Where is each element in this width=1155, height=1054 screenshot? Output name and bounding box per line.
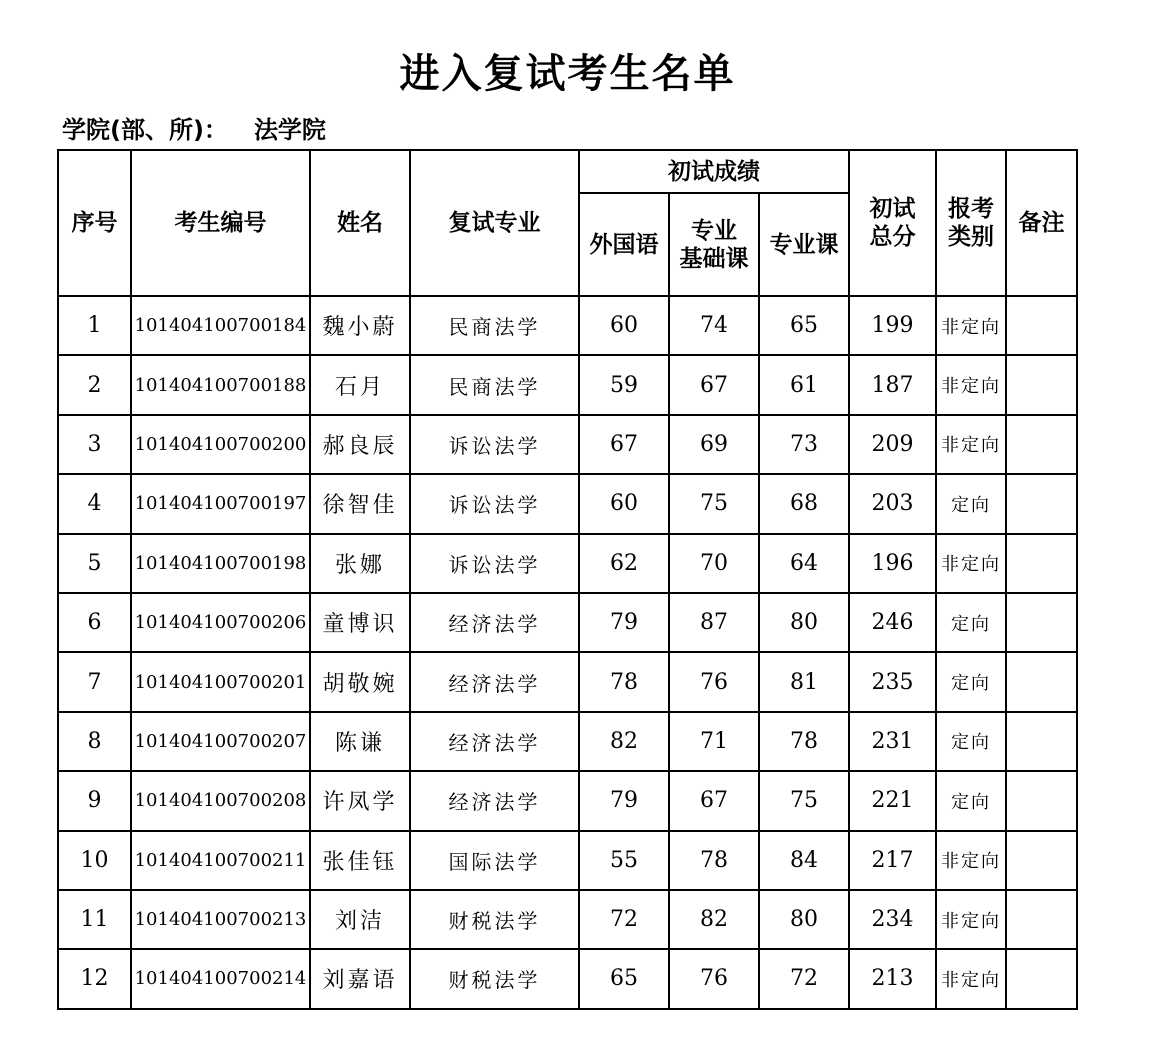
cell-exam-id: 101404100700208	[131, 771, 310, 830]
cell-category: 非定向	[936, 949, 1006, 1008]
cell-exam-id: 101404100700211	[131, 831, 310, 890]
cell-name: 石月	[310, 355, 410, 414]
cell-total: 209	[849, 415, 936, 474]
cell-basic-course: 75	[669, 474, 759, 533]
table-row	[58, 890, 1077, 949]
header-category-line1: 报考	[948, 196, 995, 222]
table-row	[58, 296, 1077, 355]
college-value: 法学院	[253, 116, 326, 144]
header-basic-course-line2: 基础课	[679, 245, 749, 272]
cell-remarks	[1006, 415, 1077, 474]
table-row	[58, 593, 1077, 652]
header-remarks: 备注	[1006, 150, 1077, 296]
cell-major-course: 68	[759, 474, 849, 533]
table-row	[58, 415, 1077, 474]
cell-exam-id: 101404100700188	[131, 355, 310, 414]
cell-exam-id: 101404100700214	[131, 949, 310, 1008]
header-major-course: 专业课	[759, 193, 849, 296]
cell-seq: 5	[58, 534, 131, 593]
cell-seq: 8	[58, 712, 131, 771]
table-row	[58, 652, 1077, 711]
cell-major: 财税法学	[410, 890, 579, 949]
cell-remarks	[1006, 534, 1077, 593]
table-row	[58, 771, 1077, 830]
cell-total: 221	[849, 771, 936, 830]
cell-seq: 2	[58, 355, 131, 414]
cell-category: 定向	[936, 652, 1006, 711]
cell-name: 郝良辰	[310, 415, 410, 474]
cell-remarks	[1006, 712, 1077, 771]
college-line	[62, 110, 326, 145]
cell-exam-id: 101404100700213	[131, 890, 310, 949]
cell-major: 民商法学	[410, 296, 579, 355]
cell-basic-course: 74	[669, 296, 759, 355]
cell-exam-id: 101404100700198	[131, 534, 310, 593]
cell-foreign-lang: 78	[579, 652, 669, 711]
header-category	[936, 150, 1006, 296]
header-total-line2: 总分	[869, 224, 916, 250]
cell-basic-course: 76	[669, 652, 759, 711]
cell-basic-course: 67	[669, 771, 759, 830]
cell-major-course: 78	[759, 712, 849, 771]
cell-major-course: 81	[759, 652, 849, 711]
cell-seq: 6	[58, 593, 131, 652]
cell-seq: 4	[58, 474, 131, 533]
cell-foreign-lang: 67	[579, 415, 669, 474]
cell-basic-course: 78	[669, 831, 759, 890]
cell-basic-course: 67	[669, 355, 759, 414]
cell-name: 陈谦	[310, 712, 410, 771]
cell-exam-id: 101404100700184	[131, 296, 310, 355]
cell-seq: 9	[58, 771, 131, 830]
cell-basic-course: 76	[669, 949, 759, 1008]
header-basic-course	[669, 193, 759, 296]
cell-total: 217	[849, 831, 936, 890]
cell-foreign-lang: 79	[579, 593, 669, 652]
cell-name: 张娜	[310, 534, 410, 593]
cell-total: 187	[849, 355, 936, 414]
table-row	[58, 534, 1077, 593]
table-row	[58, 474, 1077, 533]
cell-major: 诉讼法学	[410, 534, 579, 593]
cell-category: 非定向	[936, 355, 1006, 414]
cell-name: 张佳钰	[310, 831, 410, 890]
header-name: 姓名	[310, 150, 410, 296]
cell-total: 231	[849, 712, 936, 771]
cell-category: 非定向	[936, 296, 1006, 355]
cell-basic-course: 69	[669, 415, 759, 474]
table-header	[58, 150, 1077, 296]
cell-basic-course: 87	[669, 593, 759, 652]
cell-name: 胡敬婉	[310, 652, 410, 711]
header-major: 复试专业	[410, 150, 579, 296]
cell-name: 许凤学	[310, 771, 410, 830]
table-row	[58, 831, 1077, 890]
cell-total: 213	[849, 949, 936, 1008]
cell-basic-course: 70	[669, 534, 759, 593]
page-title: 进入复试考生名单	[399, 51, 736, 97]
cell-basic-course: 71	[669, 712, 759, 771]
header-total	[849, 150, 936, 296]
cell-major-course: 73	[759, 415, 849, 474]
header-foreign-lang: 外国语	[579, 193, 669, 296]
cell-foreign-lang: 55	[579, 831, 669, 890]
cell-total: 246	[849, 593, 936, 652]
cell-category: 定向	[936, 474, 1006, 533]
cell-category: 非定向	[936, 534, 1006, 593]
cell-total: 234	[849, 890, 936, 949]
header-exam-id: 考生编号	[131, 150, 310, 296]
cell-foreign-lang: 72	[579, 890, 669, 949]
cell-foreign-lang: 59	[579, 355, 669, 414]
cell-remarks	[1006, 652, 1077, 711]
cell-seq: 11	[58, 890, 131, 949]
cell-major-course: 80	[759, 593, 849, 652]
cell-remarks	[1006, 296, 1077, 355]
cell-category: 定向	[936, 593, 1006, 652]
cell-seq: 7	[58, 652, 131, 711]
cell-remarks	[1006, 949, 1077, 1008]
cell-remarks	[1006, 831, 1077, 890]
cell-major: 财税法学	[410, 949, 579, 1008]
cell-total: 235	[849, 652, 936, 711]
header-basic-course-line1: 专业	[691, 217, 737, 244]
table-body	[58, 296, 1077, 1009]
cell-foreign-lang: 79	[579, 771, 669, 830]
cell-foreign-lang: 60	[579, 474, 669, 533]
cell-exam-id: 101404100700201	[131, 652, 310, 711]
cell-major-course: 72	[759, 949, 849, 1008]
header-seq: 序号	[58, 150, 131, 296]
cell-major-course: 61	[759, 355, 849, 414]
cell-seq: 10	[58, 831, 131, 890]
cell-total: 199	[849, 296, 936, 355]
header-category-line2: 类别	[948, 224, 995, 250]
cell-foreign-lang: 60	[579, 296, 669, 355]
cell-major: 经济法学	[410, 593, 579, 652]
cell-foreign-lang: 65	[579, 949, 669, 1008]
cell-name: 刘洁	[310, 890, 410, 949]
cell-seq: 1	[58, 296, 131, 355]
cell-category: 定向	[936, 712, 1006, 771]
cell-remarks	[1006, 355, 1077, 414]
cell-remarks	[1006, 593, 1077, 652]
cell-major: 经济法学	[410, 771, 579, 830]
cell-exam-id: 101404100700206	[131, 593, 310, 652]
table-row	[58, 712, 1077, 771]
cell-foreign-lang: 62	[579, 534, 669, 593]
cell-category: 非定向	[936, 415, 1006, 474]
cell-major: 诉讼法学	[410, 474, 579, 533]
cell-category: 非定向	[936, 890, 1006, 949]
cell-total: 196	[849, 534, 936, 593]
cell-major: 诉讼法学	[410, 415, 579, 474]
cell-name: 刘嘉语	[310, 949, 410, 1008]
cell-major: 国际法学	[410, 831, 579, 890]
cell-seq: 12	[58, 949, 131, 1008]
cell-category: 定向	[936, 771, 1006, 830]
cell-major-course: 84	[759, 831, 849, 890]
table-row	[58, 355, 1077, 414]
candidate-table	[57, 149, 1078, 1010]
cell-name: 童博识	[310, 593, 410, 652]
cell-total: 203	[849, 474, 936, 533]
cell-major: 经济法学	[410, 652, 579, 711]
cell-major: 民商法学	[410, 355, 579, 414]
cell-exam-id: 101404100700207	[131, 712, 310, 771]
college-label: 学院(部、所)：	[62, 116, 228, 144]
cell-basic-course: 82	[669, 890, 759, 949]
header-prelim-group: 初试成绩	[579, 150, 849, 193]
cell-name: 魏小蔚	[310, 296, 410, 355]
cell-major-course: 65	[759, 296, 849, 355]
cell-major-course: 80	[759, 890, 849, 949]
cell-remarks	[1006, 474, 1077, 533]
cell-major-course: 64	[759, 534, 849, 593]
cell-major-course: 75	[759, 771, 849, 830]
cell-major: 经济法学	[410, 712, 579, 771]
cell-name: 徐智佳	[310, 474, 410, 533]
cell-exam-id: 101404100700200	[131, 415, 310, 474]
header-total-line1: 初试	[869, 196, 916, 222]
cell-foreign-lang: 82	[579, 712, 669, 771]
cell-seq: 3	[58, 415, 131, 474]
cell-remarks	[1006, 890, 1077, 949]
cell-remarks	[1006, 771, 1077, 830]
cell-exam-id: 101404100700197	[131, 474, 310, 533]
cell-category: 非定向	[936, 831, 1006, 890]
table-row	[58, 949, 1077, 1008]
